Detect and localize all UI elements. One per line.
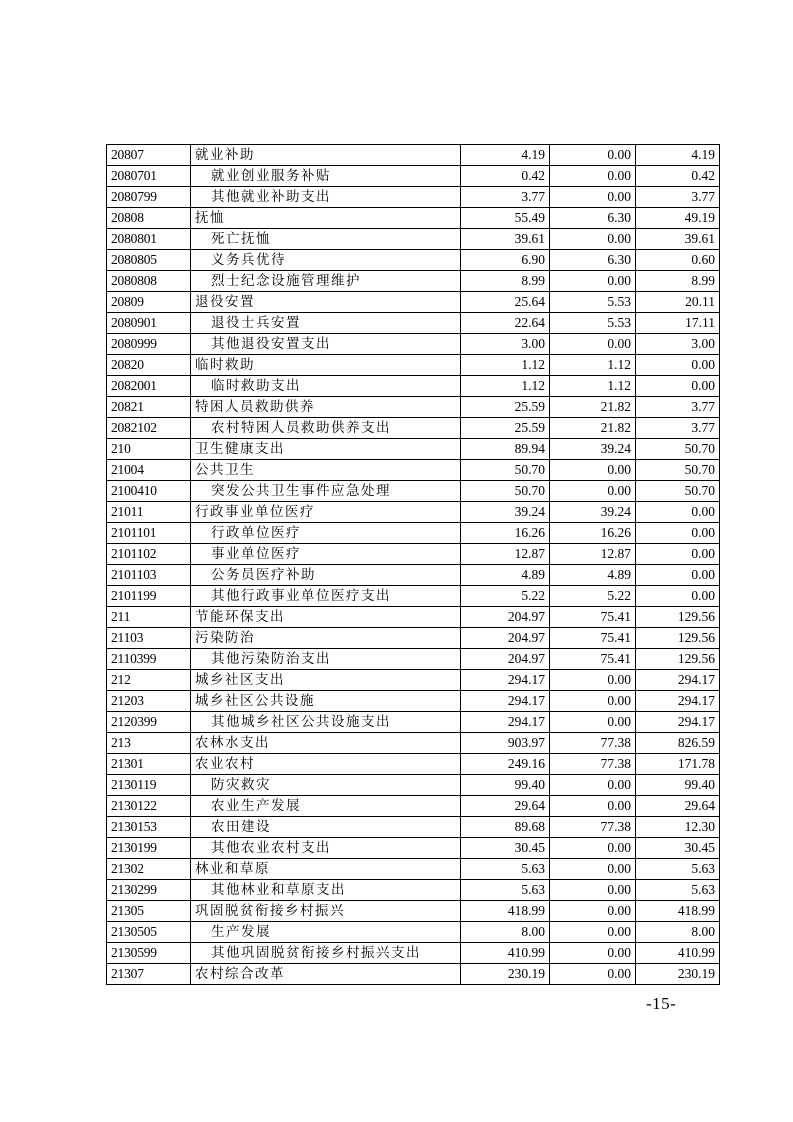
project-expenditure-cell: 5.63 xyxy=(636,880,720,901)
total-amount-cell: 204.97 xyxy=(461,628,550,649)
subject-code-cell: 2130199 xyxy=(107,838,191,859)
project-expenditure-cell: 0.00 xyxy=(636,502,720,523)
basic-expenditure-cell: 75.41 xyxy=(550,607,636,628)
subject-code-cell: 2120399 xyxy=(107,712,191,733)
total-amount-cell: 5.63 xyxy=(461,880,550,901)
subject-code-cell: 213 xyxy=(107,733,191,754)
table-row xyxy=(107,733,720,754)
project-expenditure-cell: 12.30 xyxy=(636,817,720,838)
total-amount-cell: 249.16 xyxy=(461,754,550,775)
total-amount-cell: 1.12 xyxy=(461,355,550,376)
subject-name-cell: 农村特困人员救助供养支出 xyxy=(191,418,461,439)
basic-expenditure-cell: 0.00 xyxy=(550,775,636,796)
table-row xyxy=(107,649,720,670)
table-body xyxy=(107,145,720,985)
subject-name-cell: 农业农村 xyxy=(191,754,461,775)
project-expenditure-cell: 230.19 xyxy=(636,964,720,985)
subject-name-cell: 就业创业服务补贴 xyxy=(191,166,461,187)
subject-code-cell: 2101101 xyxy=(107,523,191,544)
project-expenditure-cell: 0.60 xyxy=(636,250,720,271)
table-row xyxy=(107,334,720,355)
project-expenditure-cell: 0.00 xyxy=(636,544,720,565)
subject-code-cell: 2101103 xyxy=(107,565,191,586)
subject-code-cell: 2100410 xyxy=(107,481,191,502)
subject-name-cell: 抚恤 xyxy=(191,208,461,229)
subject-code-cell: 2080801 xyxy=(107,229,191,250)
table-row xyxy=(107,418,720,439)
total-amount-cell: 89.94 xyxy=(461,439,550,460)
basic-expenditure-cell: 5.22 xyxy=(550,586,636,607)
basic-expenditure-cell: 1.12 xyxy=(550,376,636,397)
subject-code-cell: 20808 xyxy=(107,208,191,229)
total-amount-cell: 25.59 xyxy=(461,418,550,439)
project-expenditure-cell: 171.78 xyxy=(636,754,720,775)
total-amount-cell: 5.63 xyxy=(461,859,550,880)
subject-code-cell: 2080805 xyxy=(107,250,191,271)
table-row xyxy=(107,187,720,208)
total-amount-cell: 8.99 xyxy=(461,271,550,292)
table-row xyxy=(107,838,720,859)
basic-expenditure-cell: 0.00 xyxy=(550,481,636,502)
subject-code-cell: 2101199 xyxy=(107,586,191,607)
project-expenditure-cell: 3.77 xyxy=(636,418,720,439)
basic-expenditure-cell: 0.00 xyxy=(550,838,636,859)
subject-name-cell: 公共卫生 xyxy=(191,460,461,481)
table-row xyxy=(107,628,720,649)
total-amount-cell: 30.45 xyxy=(461,838,550,859)
project-expenditure-cell: 826.59 xyxy=(636,733,720,754)
project-expenditure-cell: 294.17 xyxy=(636,670,720,691)
table-row xyxy=(107,712,720,733)
subject-name-cell: 农村综合改革 xyxy=(191,964,461,985)
table-row xyxy=(107,586,720,607)
subject-code-cell: 2130153 xyxy=(107,817,191,838)
basic-expenditure-cell: 0.00 xyxy=(550,691,636,712)
subject-name-cell: 城乡社区支出 xyxy=(191,670,461,691)
table-row xyxy=(107,523,720,544)
subject-name-cell: 事业单位医疗 xyxy=(191,544,461,565)
basic-expenditure-cell: 0.00 xyxy=(550,901,636,922)
subject-code-cell: 2130119 xyxy=(107,775,191,796)
total-amount-cell: 39.24 xyxy=(461,502,550,523)
project-expenditure-cell: 3.77 xyxy=(636,187,720,208)
total-amount-cell: 50.70 xyxy=(461,460,550,481)
total-amount-cell: 5.22 xyxy=(461,586,550,607)
total-amount-cell: 89.68 xyxy=(461,817,550,838)
total-amount-cell: 55.49 xyxy=(461,208,550,229)
total-amount-cell: 1.12 xyxy=(461,376,550,397)
project-expenditure-cell: 50.70 xyxy=(636,481,720,502)
subject-name-cell: 其他农业农村支出 xyxy=(191,838,461,859)
subject-code-cell: 2110399 xyxy=(107,649,191,670)
basic-expenditure-cell: 0.00 xyxy=(550,460,636,481)
page-number: -15- xyxy=(646,994,677,1013)
subject-name-cell: 退役士兵安置 xyxy=(191,313,461,334)
table-row xyxy=(107,292,720,313)
table-row xyxy=(107,964,720,985)
total-amount-cell: 0.42 xyxy=(461,166,550,187)
subject-code-cell: 210 xyxy=(107,439,191,460)
basic-expenditure-cell: 16.26 xyxy=(550,523,636,544)
basic-expenditure-cell: 0.00 xyxy=(550,943,636,964)
total-amount-cell: 25.59 xyxy=(461,397,550,418)
subject-code-cell: 21305 xyxy=(107,901,191,922)
table-row xyxy=(107,145,720,166)
project-expenditure-cell: 29.64 xyxy=(636,796,720,817)
subject-name-cell: 烈士纪念设施管理维护 xyxy=(191,271,461,292)
basic-expenditure-cell: 77.38 xyxy=(550,754,636,775)
subject-code-cell: 2080999 xyxy=(107,334,191,355)
total-amount-cell: 22.64 xyxy=(461,313,550,334)
project-expenditure-cell: 0.00 xyxy=(636,523,720,544)
subject-name-cell: 卫生健康支出 xyxy=(191,439,461,460)
project-expenditure-cell: 294.17 xyxy=(636,691,720,712)
basic-expenditure-cell: 0.00 xyxy=(550,271,636,292)
project-expenditure-cell: 4.19 xyxy=(636,145,720,166)
subject-code-cell: 2080701 xyxy=(107,166,191,187)
basic-expenditure-cell: 21.82 xyxy=(550,397,636,418)
basic-expenditure-cell: 21.82 xyxy=(550,418,636,439)
table-row xyxy=(107,355,720,376)
basic-expenditure-cell: 0.00 xyxy=(550,922,636,943)
basic-expenditure-cell: 5.53 xyxy=(550,313,636,334)
subject-code-cell: 21301 xyxy=(107,754,191,775)
table-row xyxy=(107,208,720,229)
basic-expenditure-cell: 5.53 xyxy=(550,292,636,313)
total-amount-cell: 6.90 xyxy=(461,250,550,271)
project-expenditure-cell: 418.99 xyxy=(636,901,720,922)
table-row xyxy=(107,691,720,712)
table-row xyxy=(107,565,720,586)
basic-expenditure-cell: 12.87 xyxy=(550,544,636,565)
table-row xyxy=(107,439,720,460)
subject-code-cell: 20809 xyxy=(107,292,191,313)
basic-expenditure-cell: 1.12 xyxy=(550,355,636,376)
basic-expenditure-cell: 0.00 xyxy=(550,145,636,166)
subject-code-cell: 21302 xyxy=(107,859,191,880)
table-row xyxy=(107,607,720,628)
subject-code-cell: 2080808 xyxy=(107,271,191,292)
basic-expenditure-cell: 6.30 xyxy=(550,208,636,229)
basic-expenditure-cell: 75.41 xyxy=(550,628,636,649)
subject-name-cell: 农业生产发展 xyxy=(191,796,461,817)
project-expenditure-cell: 410.99 xyxy=(636,943,720,964)
total-amount-cell: 3.77 xyxy=(461,187,550,208)
subject-name-cell: 节能环保支出 xyxy=(191,607,461,628)
project-expenditure-cell: 99.40 xyxy=(636,775,720,796)
subject-name-cell: 林业和草原 xyxy=(191,859,461,880)
subject-name-cell: 行政事业单位医疗 xyxy=(191,502,461,523)
subject-code-cell: 212 xyxy=(107,670,191,691)
basic-expenditure-cell: 77.38 xyxy=(550,817,636,838)
table-row xyxy=(107,271,720,292)
total-amount-cell: 294.17 xyxy=(461,691,550,712)
total-amount-cell: 294.17 xyxy=(461,670,550,691)
table-row xyxy=(107,670,720,691)
subject-code-cell: 2080799 xyxy=(107,187,191,208)
subject-name-cell: 其他就业补助支出 xyxy=(191,187,461,208)
subject-code-cell: 20807 xyxy=(107,145,191,166)
subject-code-cell: 20820 xyxy=(107,355,191,376)
table-row xyxy=(107,250,720,271)
total-amount-cell: 903.97 xyxy=(461,733,550,754)
table-row xyxy=(107,880,720,901)
subject-name-cell: 临时救助支出 xyxy=(191,376,461,397)
project-expenditure-cell: 39.61 xyxy=(636,229,720,250)
project-expenditure-cell: 5.63 xyxy=(636,859,720,880)
subject-code-cell: 21004 xyxy=(107,460,191,481)
subject-name-cell: 其他巩固脱贫衔接乡村振兴支出 xyxy=(191,943,461,964)
project-expenditure-cell: 129.56 xyxy=(636,628,720,649)
project-expenditure-cell: 3.00 xyxy=(636,334,720,355)
project-expenditure-cell: 49.19 xyxy=(636,208,720,229)
subject-name-cell: 公务员医疗补助 xyxy=(191,565,461,586)
subject-name-cell: 农田建设 xyxy=(191,817,461,838)
project-expenditure-cell: 30.45 xyxy=(636,838,720,859)
subject-name-cell: 死亡抚恤 xyxy=(191,229,461,250)
subject-name-cell: 防灾救灾 xyxy=(191,775,461,796)
table-row xyxy=(107,397,720,418)
basic-expenditure-cell: 0.00 xyxy=(550,187,636,208)
subject-name-cell: 污染防治 xyxy=(191,628,461,649)
total-amount-cell: 39.61 xyxy=(461,229,550,250)
total-amount-cell: 230.19 xyxy=(461,964,550,985)
subject-name-cell: 城乡社区公共设施 xyxy=(191,691,461,712)
basic-expenditure-cell: 39.24 xyxy=(550,502,636,523)
table-row xyxy=(107,922,720,943)
basic-expenditure-cell: 0.00 xyxy=(550,166,636,187)
basic-expenditure-cell: 0.00 xyxy=(550,964,636,985)
basic-expenditure-cell: 0.00 xyxy=(550,712,636,733)
subject-name-cell: 巩固脱贫衔接乡村振兴 xyxy=(191,901,461,922)
table-row xyxy=(107,376,720,397)
total-amount-cell: 16.26 xyxy=(461,523,550,544)
subject-code-cell: 2082102 xyxy=(107,418,191,439)
subject-code-cell: 2130122 xyxy=(107,796,191,817)
subject-name-cell: 其他林业和草原支出 xyxy=(191,880,461,901)
table-row xyxy=(107,796,720,817)
table-row xyxy=(107,775,720,796)
total-amount-cell: 25.64 xyxy=(461,292,550,313)
basic-expenditure-cell: 0.00 xyxy=(550,670,636,691)
subject-code-cell: 2101102 xyxy=(107,544,191,565)
total-amount-cell: 50.70 xyxy=(461,481,550,502)
subject-name-cell: 义务兵优待 xyxy=(191,250,461,271)
total-amount-cell: 29.64 xyxy=(461,796,550,817)
project-expenditure-cell: 8.99 xyxy=(636,271,720,292)
basic-expenditure-cell: 77.38 xyxy=(550,733,636,754)
subject-code-cell: 21203 xyxy=(107,691,191,712)
basic-expenditure-cell: 39.24 xyxy=(550,439,636,460)
project-expenditure-cell: 0.00 xyxy=(636,376,720,397)
total-amount-cell: 410.99 xyxy=(461,943,550,964)
subject-code-cell: 21011 xyxy=(107,502,191,523)
project-expenditure-cell: 0.00 xyxy=(636,565,720,586)
subject-name-cell: 突发公共卫生事件应急处理 xyxy=(191,481,461,502)
subject-code-cell: 211 xyxy=(107,607,191,628)
subject-code-cell: 2130505 xyxy=(107,922,191,943)
budget-expenditure-table xyxy=(106,144,720,985)
table-row xyxy=(107,460,720,481)
project-expenditure-cell: 20.11 xyxy=(636,292,720,313)
basic-expenditure-cell: 75.41 xyxy=(550,649,636,670)
basic-expenditure-cell: 6.30 xyxy=(550,250,636,271)
project-expenditure-cell: 17.11 xyxy=(636,313,720,334)
subject-name-cell: 其他城乡社区公共设施支出 xyxy=(191,712,461,733)
table-row xyxy=(107,943,720,964)
project-expenditure-cell: 0.00 xyxy=(636,355,720,376)
subject-code-cell: 20821 xyxy=(107,397,191,418)
total-amount-cell: 294.17 xyxy=(461,712,550,733)
basic-expenditure-cell: 4.89 xyxy=(550,565,636,586)
total-amount-cell: 12.87 xyxy=(461,544,550,565)
total-amount-cell: 204.97 xyxy=(461,607,550,628)
subject-code-cell: 2080901 xyxy=(107,313,191,334)
table-row xyxy=(107,481,720,502)
subject-name-cell: 特困人员救助供养 xyxy=(191,397,461,418)
subject-code-cell: 2130299 xyxy=(107,880,191,901)
table-row xyxy=(107,817,720,838)
subject-name-cell: 临时救助 xyxy=(191,355,461,376)
subject-code-cell: 21103 xyxy=(107,628,191,649)
project-expenditure-cell: 0.42 xyxy=(636,166,720,187)
subject-code-cell: 21307 xyxy=(107,964,191,985)
basic-expenditure-cell: 0.00 xyxy=(550,880,636,901)
subject-name-cell: 退役安置 xyxy=(191,292,461,313)
total-amount-cell: 204.97 xyxy=(461,649,550,670)
subject-name-cell: 其他行政事业单位医疗支出 xyxy=(191,586,461,607)
subject-name-cell: 其他退役安置支出 xyxy=(191,334,461,355)
project-expenditure-cell: 294.17 xyxy=(636,712,720,733)
table-row xyxy=(107,229,720,250)
project-expenditure-cell: 0.00 xyxy=(636,586,720,607)
total-amount-cell: 99.40 xyxy=(461,775,550,796)
table-row xyxy=(107,754,720,775)
basic-expenditure-cell: 0.00 xyxy=(550,334,636,355)
table-row xyxy=(107,166,720,187)
table-row xyxy=(107,859,720,880)
total-amount-cell: 4.19 xyxy=(461,145,550,166)
project-expenditure-cell: 129.56 xyxy=(636,607,720,628)
basic-expenditure-cell: 0.00 xyxy=(550,796,636,817)
table-row xyxy=(107,313,720,334)
project-expenditure-cell: 8.00 xyxy=(636,922,720,943)
subject-name-cell: 生产发展 xyxy=(191,922,461,943)
subject-name-cell: 就业补助 xyxy=(191,145,461,166)
total-amount-cell: 3.00 xyxy=(461,334,550,355)
project-expenditure-cell: 50.70 xyxy=(636,439,720,460)
table-row xyxy=(107,901,720,922)
total-amount-cell: 418.99 xyxy=(461,901,550,922)
project-expenditure-cell: 3.77 xyxy=(636,397,720,418)
subject-name-cell: 农林水支出 xyxy=(191,733,461,754)
project-expenditure-cell: 50.70 xyxy=(636,460,720,481)
basic-expenditure-cell: 0.00 xyxy=(550,859,636,880)
total-amount-cell: 8.00 xyxy=(461,922,550,943)
table-row xyxy=(107,502,720,523)
subject-code-cell: 2130599 xyxy=(107,943,191,964)
table-row xyxy=(107,544,720,565)
subject-code-cell: 2082001 xyxy=(107,376,191,397)
total-amount-cell: 4.89 xyxy=(461,565,550,586)
project-expenditure-cell: 129.56 xyxy=(636,649,720,670)
subject-name-cell: 行政单位医疗 xyxy=(191,523,461,544)
subject-name-cell: 其他污染防治支出 xyxy=(191,649,461,670)
basic-expenditure-cell: 0.00 xyxy=(550,229,636,250)
